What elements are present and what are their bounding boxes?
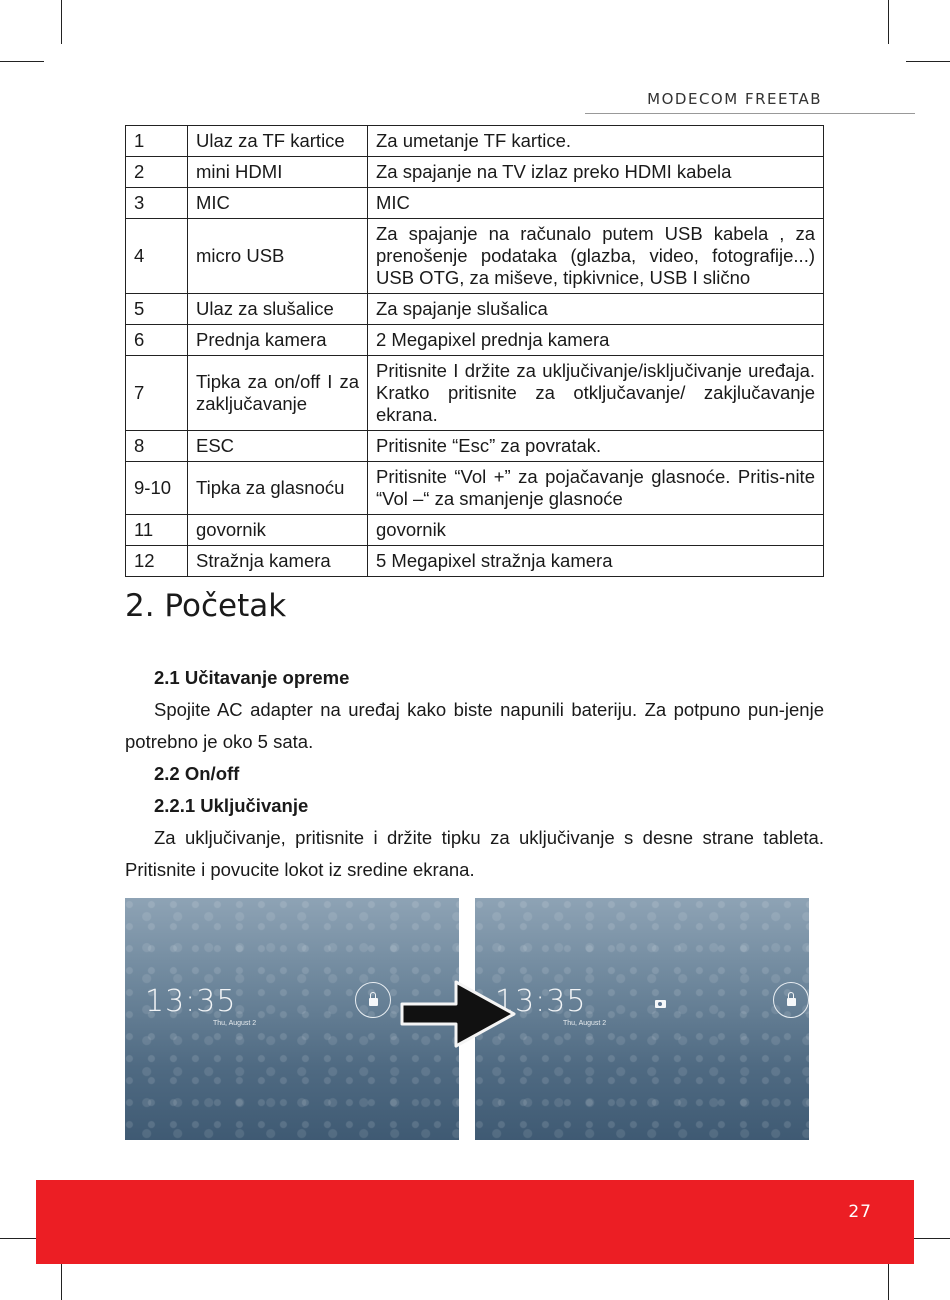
lockscreen-clock: 13:35 (495, 984, 587, 1019)
table-row (126, 294, 824, 325)
table-row (126, 157, 824, 188)
row-number: 9-10 (126, 462, 188, 515)
header-rule (585, 113, 915, 114)
lockscreen-screenshot-right (475, 898, 809, 1140)
row-name: Prednja kamera (188, 325, 368, 356)
table-row (126, 188, 824, 219)
header-brand: MODECOM FREETAB (647, 90, 822, 108)
row-number: 12 (126, 546, 188, 577)
lock-icon (369, 998, 378, 1006)
arrow-right-icon (400, 978, 520, 1050)
row-name: Tipka za on/off I za zaključavanje (188, 356, 368, 431)
crop-mark (906, 61, 950, 62)
crop-mark (0, 61, 44, 62)
row-number: 8 (126, 431, 188, 462)
row-description: MIC (368, 188, 824, 219)
table-row (126, 219, 824, 294)
table-row (126, 356, 824, 431)
camera-icon (655, 1000, 666, 1008)
crop-mark (888, 0, 889, 44)
row-number: 3 (126, 188, 188, 219)
unlock-ring (355, 982, 391, 1018)
lockscreen-date: Thu, August 2 (563, 1020, 607, 1027)
row-description: Pritisnite “Esc” za povratak. (368, 431, 824, 462)
paragraph: Za uključivanje, pritisnite i držite tipku za uključivanje s desne strane tableta. Pritisnite i povucite lokot iz sredine ekrana. (125, 827, 824, 880)
row-description: Pritisnite I držite za uključivanje/isključivanje uređaja. Kratko pritisnite za otključavanje/ zakjlučavanje ekrana. (368, 356, 824, 431)
subheading: 2.1 Učitavanje opreme (154, 667, 350, 688)
table-row (126, 325, 824, 356)
row-description: Za spajanje na TV izlaz preko HDMI kabela (368, 157, 824, 188)
row-description: Za spajanje na računalo putem USB kabela , za prenošenje podataka (glazba, video, fotografije...) USB OTG, za miševe, tipkivnice, USB I slično (368, 219, 824, 294)
page-number: 27 (848, 1202, 872, 1222)
subheading: 2.2 On/off (154, 763, 240, 784)
section-body (125, 662, 824, 886)
row-name: Tipka za glasnoću (188, 462, 368, 515)
crop-mark (61, 0, 62, 44)
row-number: 1 (126, 126, 188, 157)
table-row (126, 546, 824, 577)
row-name: govornik (188, 515, 368, 546)
row-description: govornik (368, 515, 824, 546)
row-number: 11 (126, 515, 188, 546)
unlock-ring (773, 982, 809, 1018)
footer-bar (36, 1180, 914, 1264)
lockscreen-clock: 13:35 (145, 984, 237, 1019)
row-name: mini HDMI (188, 157, 368, 188)
row-description: Za spajanje slušalica (368, 294, 824, 325)
paragraph: Spojite AC adapter na uređaj kako biste napunili bateriju. Za potpuno pun-jenje potrebno je oko 5 sata. (125, 699, 824, 752)
row-name: ESC (188, 431, 368, 462)
lockscreen-date: Thu, August 2 (213, 1020, 257, 1027)
row-description: 2 Megapixel prednja kamera (368, 325, 824, 356)
subheading: 2.2.1 Uključivanje (154, 795, 309, 816)
table-row (126, 515, 824, 546)
row-name: Stražnja kamera (188, 546, 368, 577)
row-name: Ulaz za slušalice (188, 294, 368, 325)
table-row (126, 462, 824, 515)
row-number: 7 (126, 356, 188, 431)
table-row (126, 126, 824, 157)
row-description: Za umetanje TF kartice. (368, 126, 824, 157)
row-name: micro USB (188, 219, 368, 294)
table-row (126, 431, 824, 462)
row-number: 2 (126, 157, 188, 188)
row-number: 4 (126, 219, 188, 294)
row-description: Pritisnite “Vol +” za pojačavanje glasnoće. Pritis-nite “Vol –“ za smanjenje glasnoće (368, 462, 824, 515)
spec-table (125, 125, 824, 577)
row-name: MIC (188, 188, 368, 219)
section-title: 2. Početak (125, 588, 287, 624)
row-number: 5 (126, 294, 188, 325)
lock-icon (787, 998, 796, 1006)
row-description: 5 Megapixel stražnja kamera (368, 546, 824, 577)
row-name: Ulaz za TF kartice (188, 126, 368, 157)
row-number: 6 (126, 325, 188, 356)
